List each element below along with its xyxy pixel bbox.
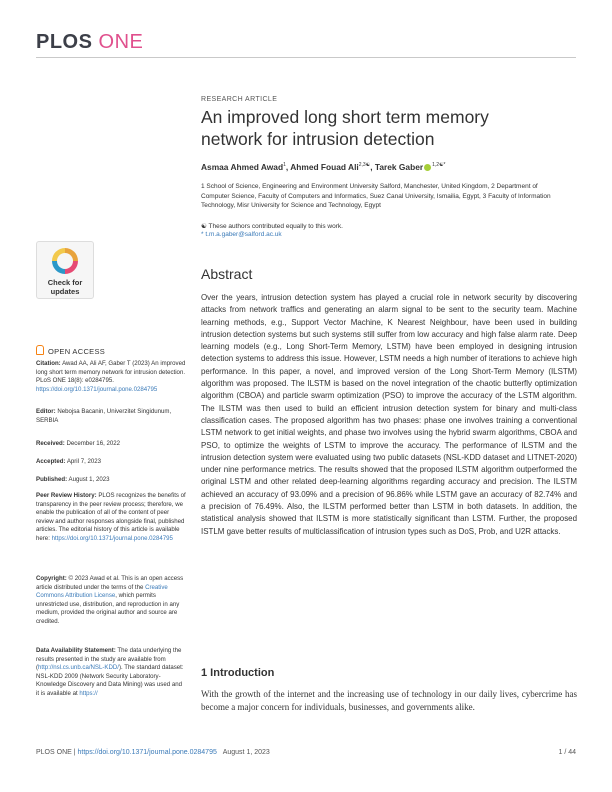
affiliations: 1 School of Science, Engineering and Environment University Salford, Manchester, United Kingdom, 2 Department of Computer Science, Faculty of Computers and Informatics, Suez Canal University, Ismailia, Egypt, 3 Faculty of Information Technology, Misr University for Science and Technology, Egypt bbox=[201, 183, 551, 209]
page-number: 1 / 44 bbox=[558, 749, 576, 756]
footer-date: August 1, 2023 bbox=[222, 749, 270, 756]
editor-block: Editor: Nebojsa Bacanin, Univerzitet Singidunum, SERBIA bbox=[36, 408, 172, 424]
badge-line1: Check for bbox=[47, 278, 83, 287]
introduction-text: With the growth of the internet and the increasing use of technology in our daily lives, cybercrime has become a major concern for individuals, businesses, and governments alike. bbox=[201, 689, 577, 712]
author-affil-sup: 1 bbox=[283, 162, 286, 169]
abstract-heading: Abstract bbox=[201, 266, 253, 282]
author-affil-sup: 1,2☯* bbox=[432, 162, 446, 169]
header-divider bbox=[36, 57, 576, 58]
orcid-icon[interactable] bbox=[424, 164, 431, 171]
crossmark-icon bbox=[52, 248, 78, 274]
open-access-label: OPEN ACCESS bbox=[36, 345, 105, 356]
peer-review-link[interactable]: https://doi.org/10.1371/journal.pone.0284795 bbox=[51, 534, 173, 542]
citation-doi-link[interactable]: https://doi.org/10.1371/journal.pone.0284795 bbox=[36, 385, 158, 393]
peer-review-block: Peer Review History: PLOS recognizes the benefits of transparency in the peer review process; therefore, we enable the publication of all of the content of peer review and author responses alongside final, published articles. The editorial history of this article is available here: https://doi.org/10.1371/journal.pone.0284795 bbox=[36, 492, 186, 542]
open-lock-icon bbox=[36, 345, 44, 355]
citation-block: Citation: Awad AA, Ali AF, Gaber T (2023) An improved long short term memory network for intrusion detection. PLoS ONE 18(8): e0284795. https://doi.org/10.1371/journal.pone.0284795 bbox=[36, 360, 186, 393]
author-name[interactable]: Asmaa Ahmed Awad bbox=[201, 162, 284, 172]
footer-doi-link[interactable]: https://doi.org/10.1371/journal.pone.0284795 bbox=[77, 749, 217, 756]
author-name[interactable]: Ahmed Fouad Ali bbox=[290, 162, 359, 172]
author-name[interactable]: Tarek Gaber bbox=[374, 162, 424, 172]
author-list: Asmaa Ahmed Awad$^1$, Ahmed Fouad Ali$^{2,3☯}$, Tarek Gaber $^{1,2☯*}$ bbox=[201, 162, 446, 172]
introduction-heading: 1 Introduction bbox=[201, 667, 275, 679]
accepted-date: Accepted: April 7, 2023 bbox=[36, 458, 102, 465]
nsl-kdd-link[interactable]: http://nsl.cs.unb.ca/NSL-KDD/ bbox=[38, 664, 119, 672]
cc-license-link[interactable]: Creative Commons Attribution License bbox=[36, 583, 168, 600]
page-footer: PLOS ONE | https://doi.org/10.1371/journal.pone.0284795 August 1, 2023 bbox=[36, 749, 270, 756]
abstract-text: Over the years, intrusion detection system has played a crucial role in network security by discovering attacks from network traffics and generating an alarm signal to be sent to the security team. Machine learning methods, e.g., Support Vector Machine, K Nearest Neighbour, have been used in building intrusion detection systems but such systems still suffer from low accuracy and high false alarm rate. Deep learning models (e.g., Long Short-Term Memory, LSTM) have been employed in designing intrusion detection systems to address this issue. However, LSTM needs a high number of iterations to achieve high performance. In this paper, a novel, and improved version of the Long Short-Term Memory (ILSTM) algorithm was proposed. The ILSTM is based on the novel integration of the chaotic butterfly optimization algorithm (CBOA) and particle swarm optimization (PSO) to improve the accuracy of the LSTM algorithm. The ILSTM was then used to build an efficient intrusion detection system for binary and multi-class classification cases. The proposed algorithm has two phases: phase one involves training a conventional LSTM network to get initial weights, and phase two involves using the hybrid swarm algorithms, CBOA and PSO, to optimize the weights of LSTM to improve the accuracy. The performance of ILSTM and the intrusion detection system were evaluated using two public datasets (NSL-KDD dataset and LITNET-2020) under nine performance metrics. The results showed that the proposed ILSTM algorithm outperformed the original LSTM and other related deep-learning algorithms regarding accuracy and precision. The ILSTM achieved an accuracy of 93.09% and a precision of 96.86% while LSTM gave an accuracy of 82.74% and a precision of 76.49%. Also, the ILSTM performed better than LSTM in both datasets. In addition, the statistical analysis showed that ILSTM is more statistically significant than LSTM. Further, the proposed ISTLM gave better results of multiclassification of intrusion types such as DoS, Prob, and U2R attacks. bbox=[201, 293, 577, 536]
article-title: An improved long short term memory network for intrusion detection bbox=[201, 107, 489, 149]
author-affil-sup: 2,3☯ bbox=[358, 162, 371, 169]
footer-journal: PLOS ONE bbox=[36, 749, 72, 756]
article-type-label: RESEARCH ARTICLE bbox=[201, 96, 278, 103]
badge-line2: updates bbox=[50, 287, 80, 296]
logo-plos: PLOS bbox=[36, 31, 93, 53]
journal-logo bbox=[36, 31, 143, 54]
equal-contribution-note: ☯ These authors contributed equally to this work. bbox=[201, 223, 343, 230]
published-date: Published: August 1, 2023 bbox=[36, 476, 110, 483]
data-link[interactable]: https:// bbox=[79, 689, 98, 697]
logo-one: ONE bbox=[98, 31, 144, 53]
received-date: Received: December 16, 2022 bbox=[36, 440, 121, 447]
data-availability-block: Data Availability Statement: The data underlying the results presented in the study are available from (http://nsl.cs.unb.ca/NSL-KDD/). The standard dataset: NSL-KDD 2009 (Network Security Laboratory-Knowledge Discovery and Data Mining) was used and it is available at https:// bbox=[36, 647, 184, 697]
check-for-updates-badge[interactable] bbox=[36, 241, 94, 299]
corresponding-email[interactable]: * t.m.a.gaber@salford.ac.uk bbox=[201, 231, 282, 238]
copyright-block: Copyright: © 2023 Awad et al. This is an open access article distributed under the terms of the Creative Commons Attribution License, which permits unrestricted use, distribution, and reproduction in any medium, provided the original author and source are credited. bbox=[36, 575, 184, 625]
